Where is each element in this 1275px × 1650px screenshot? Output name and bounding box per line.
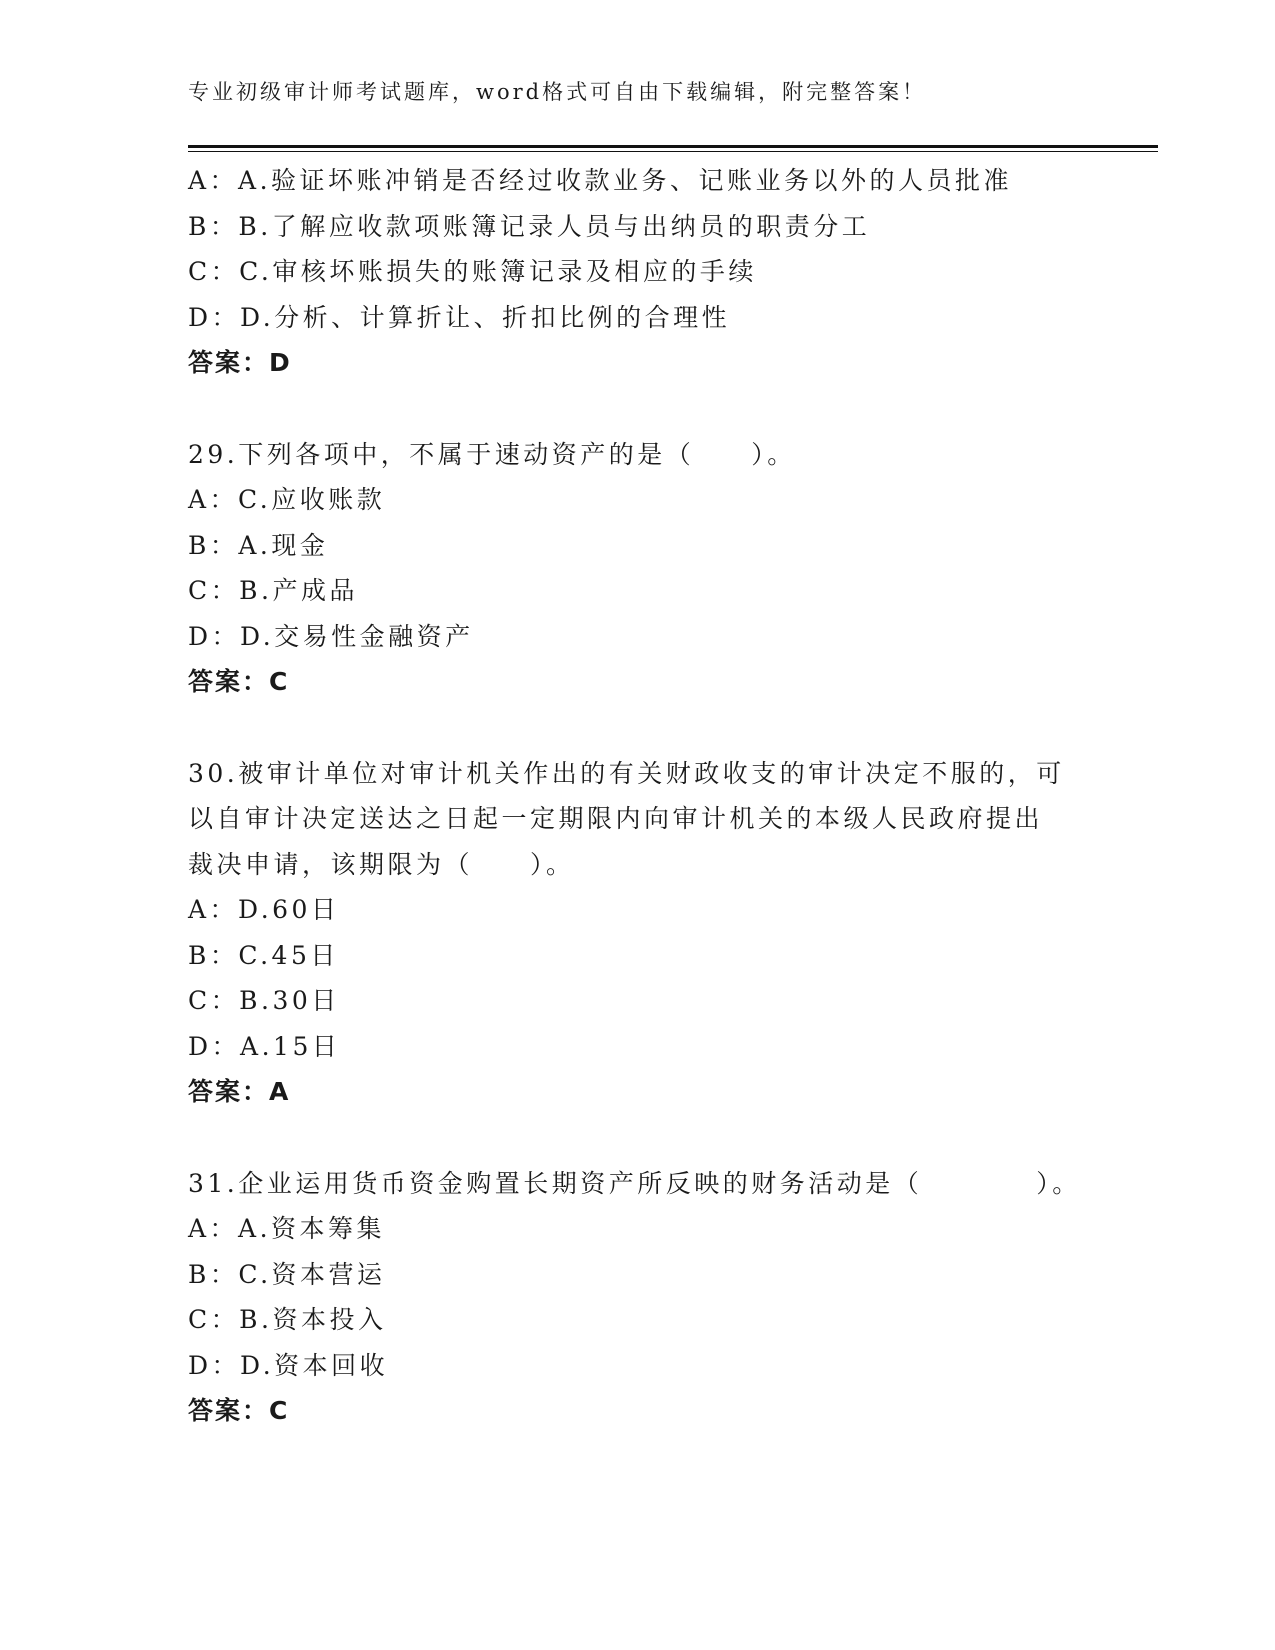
question-stem-line-3: 裁决申请，该期限为（ ）。: [188, 849, 575, 879]
question-28: [188, 158, 1088, 386]
answer: 答案：C: [188, 1396, 290, 1425]
header-rule-thin: [188, 151, 1158, 152]
option-c: C：B.产成品: [188, 576, 358, 605]
option-d: D：A.15日: [188, 1031, 341, 1061]
option-d: D：D.资本回收: [188, 1350, 389, 1380]
option-d: D：D.分析、计算折让、折扣比例的合理性: [188, 302, 731, 332]
option-b: B：C.45日: [188, 940, 339, 970]
option-c: C：C.审核坏账损失的账簿记录及相应的手续: [188, 257, 757, 286]
option-c: C：B.30日: [188, 986, 340, 1015]
question-stem: 29.下列各项中，不属于速动资产的是（ ）。: [188, 439, 796, 469]
question-29: [188, 432, 1088, 705]
option-b: B：C.资本营运: [188, 1259, 386, 1289]
option-a: A：D.60日: [188, 895, 340, 924]
header-rule-thick: [188, 145, 1158, 148]
question-stem: 31.企业运用货币资金购置长期资产所反映的财务活动是（ ）。: [188, 1168, 1081, 1198]
answer: 答案：C: [188, 667, 290, 696]
option-d: D：D.交易性金融资产: [188, 621, 474, 651]
answer: 答案：A: [188, 1077, 291, 1106]
question-list: [188, 158, 1088, 1434]
question-stem-line-1: 30.被审计单位对审计机关作出的有关财政收支的审计决定不服的，可: [188, 758, 1065, 788]
option-a: A：A.资本筹集: [188, 1214, 386, 1243]
option-b: B：B.了解应收款项账簿记录人员与出纳员的职责分工: [188, 211, 871, 241]
option-a: A：A.验证坏账冲销是否经过收款业务、记账业务以外的人员批准: [188, 166, 1013, 195]
question-stem-line-2: 以自审计决定送达之日起一定期限内向审计机关的本级人民政府提出: [188, 804, 1044, 833]
answer: 答案：D: [188, 348, 292, 377]
option-b: B：A.现金: [188, 530, 329, 560]
question-30: [188, 751, 1088, 1115]
option-c: C：B.资本投入: [188, 1305, 387, 1334]
document-header: 专业初级审计师考试题库，word格式可自由下载编辑，附完整答案！: [188, 80, 927, 104]
option-a: A：C.应收账款: [188, 485, 386, 514]
question-31: [188, 1161, 1088, 1434]
